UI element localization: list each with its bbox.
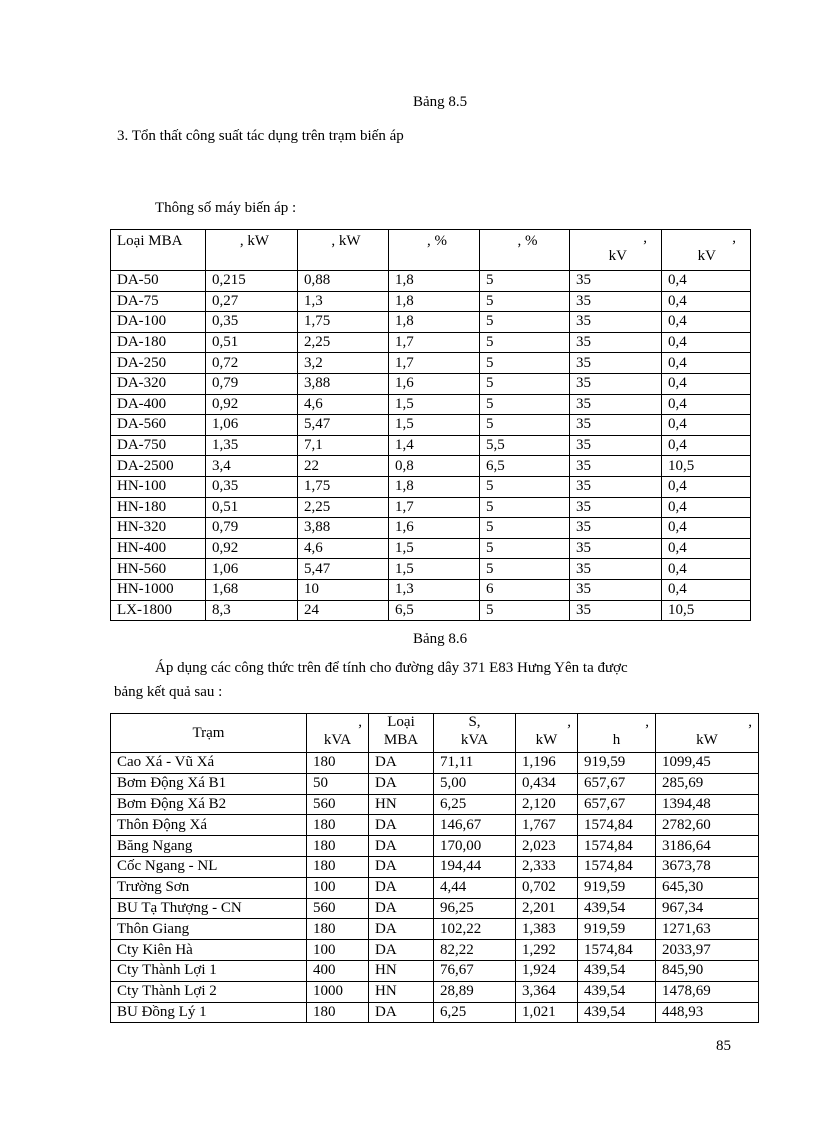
table-cell: 4,44 [434, 877, 516, 898]
table-cell: Thôn Giang [111, 919, 307, 940]
table-cell: DA [369, 940, 434, 961]
table-cell: 180 [307, 836, 369, 857]
table-cell: 1,7 [389, 353, 480, 374]
table-cell: 1,383 [516, 919, 578, 940]
table-cell: 1,06 [206, 415, 298, 436]
table-cell: 2,023 [516, 836, 578, 857]
table-cell: 35 [570, 476, 662, 497]
header-da-unit: kW [696, 732, 718, 748]
table-cell: HN [369, 794, 434, 815]
table-cell: 4,6 [298, 538, 389, 559]
table-cell: 657,67 [578, 773, 656, 794]
table-row [111, 559, 751, 580]
table-cell: 1099,45 [656, 753, 759, 774]
header-sdm [307, 714, 369, 753]
table-cell: 22 [298, 456, 389, 477]
table-cell: 0,92 [206, 538, 298, 559]
table-cell: HN-100 [111, 476, 206, 497]
table-cell: 180 [307, 753, 369, 774]
table-cell: Cty Kiên Hà [111, 940, 307, 961]
table-cell: 5 [480, 312, 570, 333]
table-cell: DA-2500 [111, 456, 206, 477]
table-cell: 0,4 [662, 476, 751, 497]
page-number: 85 [716, 1038, 731, 1054]
table-row [111, 476, 751, 497]
table-cell: 919,59 [578, 919, 656, 940]
table-cell: 5,47 [298, 559, 389, 580]
table-header-row [111, 230, 751, 271]
table-cell: LX-1800 [111, 600, 206, 621]
table-cell: 5 [480, 271, 570, 292]
table-cell: BU Tạ Thượng - CN [111, 898, 307, 919]
table-row [111, 1002, 759, 1023]
intro-text: Thông số máy biến áp : [155, 200, 297, 216]
table-cell: DA-100 [111, 312, 206, 333]
table-cell: 6,5 [480, 456, 570, 477]
table-cell: 0,4 [662, 579, 751, 600]
header-u1-comma: , [643, 230, 647, 246]
table-row [111, 877, 759, 898]
header-u1 [570, 230, 662, 271]
table-cell: DA-400 [111, 394, 206, 415]
table-cell: HN-560 [111, 559, 206, 580]
table-cell: 1,75 [298, 312, 389, 333]
table-cell: DA [369, 877, 434, 898]
table-cell: 1,75 [298, 476, 389, 497]
table-row [111, 856, 759, 877]
table-cell: 1574,84 [578, 856, 656, 877]
table-cell: 3,88 [298, 373, 389, 394]
table-cell: DA [369, 773, 434, 794]
table-cell: 1000 [307, 981, 369, 1002]
table-cell: 448,93 [656, 1002, 759, 1023]
header-loai: Loại [387, 714, 415, 730]
table-cell: 919,59 [578, 753, 656, 774]
table-cell: 35 [570, 456, 662, 477]
table-cell: 35 [570, 600, 662, 621]
paragraph-line-2: bảng kết quả sau : [114, 684, 223, 700]
table-cell: 6,25 [434, 794, 516, 815]
table-row [111, 836, 759, 857]
table-cell: 2,25 [298, 332, 389, 353]
table-cell: 1,6 [389, 373, 480, 394]
table-cell: 180 [307, 919, 369, 940]
table-row [111, 332, 751, 353]
header-pn: , kW [298, 230, 389, 271]
table-cell: 5 [480, 332, 570, 353]
paragraph-line-1: Áp dụng các công thức trên để tính cho đường dây 371 E83 Hưng Yên ta được [155, 660, 628, 676]
table-cell: 1,767 [516, 815, 578, 836]
table-cell: Cao Xá - Vũ Xá [111, 753, 307, 774]
table-cell: DA [369, 815, 434, 836]
table-cell: HN [369, 960, 434, 981]
table-row [111, 600, 751, 621]
header-tau-comma: , [645, 714, 649, 730]
table-cell: 35 [570, 497, 662, 518]
table-cell: 0,79 [206, 518, 298, 539]
table-cell: 0,8 [389, 456, 480, 477]
table-cell: 1,8 [389, 291, 480, 312]
table-cell: 5 [480, 291, 570, 312]
table-cell: 2,120 [516, 794, 578, 815]
table-cell: 35 [570, 291, 662, 312]
table-cell: 6,25 [434, 1002, 516, 1023]
table-cell: 100 [307, 940, 369, 961]
table-cell: 5 [480, 353, 570, 374]
table-header-row [111, 714, 759, 753]
table-cell: 1574,84 [578, 940, 656, 961]
table-cell: 0,4 [662, 559, 751, 580]
header-dp-comma: , [567, 714, 571, 730]
table-cell: 170,00 [434, 836, 516, 857]
table-cell: 5 [480, 600, 570, 621]
table-cell: 1,3 [389, 579, 480, 600]
table-cell: 0,79 [206, 373, 298, 394]
table-cell: Bơm Động Xá B2 [111, 794, 307, 815]
table-row [111, 415, 751, 436]
header-u2 [662, 230, 751, 271]
table-cell: 102,22 [434, 919, 516, 940]
header-u2-comma: , [732, 230, 736, 246]
table-row [111, 753, 759, 774]
table-cell: 1,5 [389, 559, 480, 580]
table-cell: 967,34 [656, 898, 759, 919]
table-cell: 5 [480, 394, 570, 415]
table-cell: 28,89 [434, 981, 516, 1002]
table-cell: 439,54 [578, 981, 656, 1002]
table-cell: DA [369, 753, 434, 774]
table-cell: 3,364 [516, 981, 578, 1002]
table-cell: 1,35 [206, 435, 298, 456]
table-cell: 1,924 [516, 960, 578, 981]
table-cell: 7,1 [298, 435, 389, 456]
header-dp [516, 714, 578, 753]
table-cell: 2,201 [516, 898, 578, 919]
table-cell: Cty Thành Lợi 2 [111, 981, 307, 1002]
table-cell: 1,196 [516, 753, 578, 774]
table-cell: 0,51 [206, 332, 298, 353]
table-cell: 0,4 [662, 353, 751, 374]
table-cell: 3186,64 [656, 836, 759, 857]
table-cell: 439,54 [578, 1002, 656, 1023]
table-cell: 0,4 [662, 332, 751, 353]
table-cell: 3,88 [298, 518, 389, 539]
header-loai-mba [369, 714, 434, 753]
table-cell: 0,702 [516, 877, 578, 898]
table-row [111, 518, 751, 539]
header-da-comma: , [748, 714, 752, 730]
table-cell: 35 [570, 353, 662, 374]
table-cell: 845,90 [656, 960, 759, 981]
table-cell: HN-320 [111, 518, 206, 539]
table-row [111, 312, 751, 333]
table-cell: 560 [307, 898, 369, 919]
table-cell: 8,3 [206, 600, 298, 621]
table-cell: 1478,69 [656, 981, 759, 1002]
table-cell: 35 [570, 435, 662, 456]
table-cell: 35 [570, 538, 662, 559]
table-row [111, 538, 751, 559]
table-cell: 24 [298, 600, 389, 621]
table-cell: 0,4 [662, 518, 751, 539]
table-cell: DA-75 [111, 291, 206, 312]
table-cell: 1,5 [389, 415, 480, 436]
table-cell: 0,4 [662, 435, 751, 456]
table-cell: 285,69 [656, 773, 759, 794]
table-cell: 180 [307, 856, 369, 877]
table-cell: 0,4 [662, 271, 751, 292]
table-cell: HN [369, 981, 434, 1002]
header-dp-unit: kW [535, 732, 558, 748]
table-cell: 2782,60 [656, 815, 759, 836]
table-cell: 35 [570, 332, 662, 353]
table-cell: HN-1000 [111, 579, 206, 600]
table-row [111, 794, 759, 815]
table-cell: 0,215 [206, 271, 298, 292]
header-tau-unit: h [612, 732, 621, 748]
results-table [110, 713, 759, 1023]
table-cell: 96,25 [434, 898, 516, 919]
table-cell: 1,06 [206, 559, 298, 580]
table-cell: 5 [480, 538, 570, 559]
table-cell: 1271,63 [656, 919, 759, 940]
table-cell: 3,2 [298, 353, 389, 374]
table-cell: 5 [480, 373, 570, 394]
table-cell: Trường Sơn [111, 877, 307, 898]
table-cell: 71,11 [434, 753, 516, 774]
table-cell: 180 [307, 815, 369, 836]
table-cell: 2,25 [298, 497, 389, 518]
table-cell: 0,4 [662, 394, 751, 415]
table-cell: DA-750 [111, 435, 206, 456]
table-cell: DA-320 [111, 373, 206, 394]
table-cell: 1,7 [389, 332, 480, 353]
table-row [111, 291, 751, 312]
table-cell: 919,59 [578, 877, 656, 898]
header-u2-unit: kV [697, 248, 716, 264]
table-cell: BU Đồng Lý 1 [111, 1002, 307, 1023]
header-s [434, 714, 516, 753]
table-cell: 6 [480, 579, 570, 600]
caption-bang-8-5: Bảng 8.5 [413, 94, 468, 110]
table-cell: 1,5 [389, 394, 480, 415]
table-row [111, 579, 751, 600]
table-cell: 0,4 [662, 291, 751, 312]
table-cell: 2,333 [516, 856, 578, 877]
table-cell: 35 [570, 312, 662, 333]
table-cell: 0,92 [206, 394, 298, 415]
table-cell: 0,88 [298, 271, 389, 292]
header-loai-mba: Loại MBA [111, 230, 206, 271]
table-cell: Băng Ngang [111, 836, 307, 857]
table-cell: 0,4 [662, 538, 751, 559]
table-cell: 0,51 [206, 497, 298, 518]
header-tram: Trạm [111, 714, 307, 753]
table-cell: 35 [570, 271, 662, 292]
table-cell: 3,4 [206, 456, 298, 477]
table-cell: 35 [570, 518, 662, 539]
table-cell: 1,7 [389, 497, 480, 518]
table-row [111, 940, 759, 961]
table-cell: Cốc Ngang - NL [111, 856, 307, 877]
table-row [111, 898, 759, 919]
table-cell: DA [369, 919, 434, 940]
table-cell: 1,6 [389, 518, 480, 539]
table-cell: HN-400 [111, 538, 206, 559]
table-cell: 6,5 [389, 600, 480, 621]
table-cell: 5 [480, 415, 570, 436]
table-cell: DA-560 [111, 415, 206, 436]
header-p0: , kW [206, 230, 298, 271]
table-row [111, 815, 759, 836]
table-row [111, 497, 751, 518]
table-cell: 657,67 [578, 794, 656, 815]
header-sdm-comma: , [358, 714, 362, 730]
table-cell: 0,4 [662, 312, 751, 333]
table-cell: 0,72 [206, 353, 298, 374]
table-cell: 645,30 [656, 877, 759, 898]
table-cell: 0,35 [206, 312, 298, 333]
table-cell: 5 [480, 518, 570, 539]
table-cell: DA [369, 856, 434, 877]
table-cell: 1,4 [389, 435, 480, 456]
table-cell: DA [369, 898, 434, 919]
table-cell: 50 [307, 773, 369, 794]
table-cell: Cty Thành Lợi 1 [111, 960, 307, 981]
header-mba: MBA [383, 732, 419, 748]
table-cell: 560 [307, 794, 369, 815]
table-row [111, 456, 751, 477]
header-da [656, 714, 759, 753]
table-cell: 194,44 [434, 856, 516, 877]
table-row [111, 373, 751, 394]
table-cell: 5 [480, 497, 570, 518]
table-cell: 0,27 [206, 291, 298, 312]
header-s-unit: kVA [460, 732, 489, 748]
table-cell: DA-50 [111, 271, 206, 292]
header-s-label: S, [468, 714, 481, 730]
table-cell: 35 [570, 559, 662, 580]
table-cell: 5 [480, 559, 570, 580]
table-cell: 1394,48 [656, 794, 759, 815]
table-cell: 5 [480, 476, 570, 497]
table-cell: DA [369, 1002, 434, 1023]
table-cell: 0,434 [516, 773, 578, 794]
table-cell: DA [369, 836, 434, 857]
table-cell: 146,67 [434, 815, 516, 836]
section-heading: 3. Tổn thất công suất tác dụng trên trạm biến áp [117, 128, 404, 144]
header-un: , % [480, 230, 570, 271]
table-row [111, 960, 759, 981]
table-cell: 1,021 [516, 1002, 578, 1023]
table-row [111, 271, 751, 292]
header-i0: , % [389, 230, 480, 271]
table-cell: 0,4 [662, 497, 751, 518]
table-cell: 82,22 [434, 940, 516, 961]
table-cell: 10,5 [662, 600, 751, 621]
table-cell: 1,292 [516, 940, 578, 961]
table-cell: 1,8 [389, 312, 480, 333]
table-cell: 0,4 [662, 373, 751, 394]
table-cell: 400 [307, 960, 369, 981]
table-cell: 1574,84 [578, 836, 656, 857]
table-cell: 2033,97 [656, 940, 759, 961]
table-cell: 5,5 [480, 435, 570, 456]
table-cell: 4,6 [298, 394, 389, 415]
table-cell: Bơm Động Xá B1 [111, 773, 307, 794]
table-cell: DA-180 [111, 332, 206, 353]
transformer-params-table [110, 229, 751, 621]
table-cell: 1,8 [389, 476, 480, 497]
table-cell: 10,5 [662, 456, 751, 477]
table-cell: 1,8 [389, 271, 480, 292]
table-cell: 76,67 [434, 960, 516, 981]
header-tau [578, 714, 656, 753]
table-cell: 100 [307, 877, 369, 898]
table-row [111, 919, 759, 940]
table-cell: 35 [570, 373, 662, 394]
table-cell: 10 [298, 579, 389, 600]
table-cell: 35 [570, 394, 662, 415]
table-cell: 180 [307, 1002, 369, 1023]
table-row [111, 773, 759, 794]
table-cell: 5,00 [434, 773, 516, 794]
table-row [111, 435, 751, 456]
table-cell: 35 [570, 415, 662, 436]
table-cell: 35 [570, 579, 662, 600]
table-cell: HN-180 [111, 497, 206, 518]
table-cell: 5,47 [298, 415, 389, 436]
header-sdm-unit: kVA [323, 732, 352, 748]
table-cell: 0,35 [206, 476, 298, 497]
caption-bang-8-6: Bảng 8.6 [413, 631, 468, 647]
table-cell: 1,3 [298, 291, 389, 312]
table-cell: Thôn Động Xá [111, 815, 307, 836]
table-cell: 3673,78 [656, 856, 759, 877]
table-cell: DA-250 [111, 353, 206, 374]
table-cell: 1,5 [389, 538, 480, 559]
table-cell: 439,54 [578, 960, 656, 981]
table-cell: 1574,84 [578, 815, 656, 836]
header-u1-unit: kV [608, 248, 627, 264]
table-row [111, 394, 751, 415]
table-cell: 439,54 [578, 898, 656, 919]
table-cell: 0,4 [662, 415, 751, 436]
table-row [111, 981, 759, 1002]
table-row [111, 353, 751, 374]
table-cell: 1,68 [206, 579, 298, 600]
